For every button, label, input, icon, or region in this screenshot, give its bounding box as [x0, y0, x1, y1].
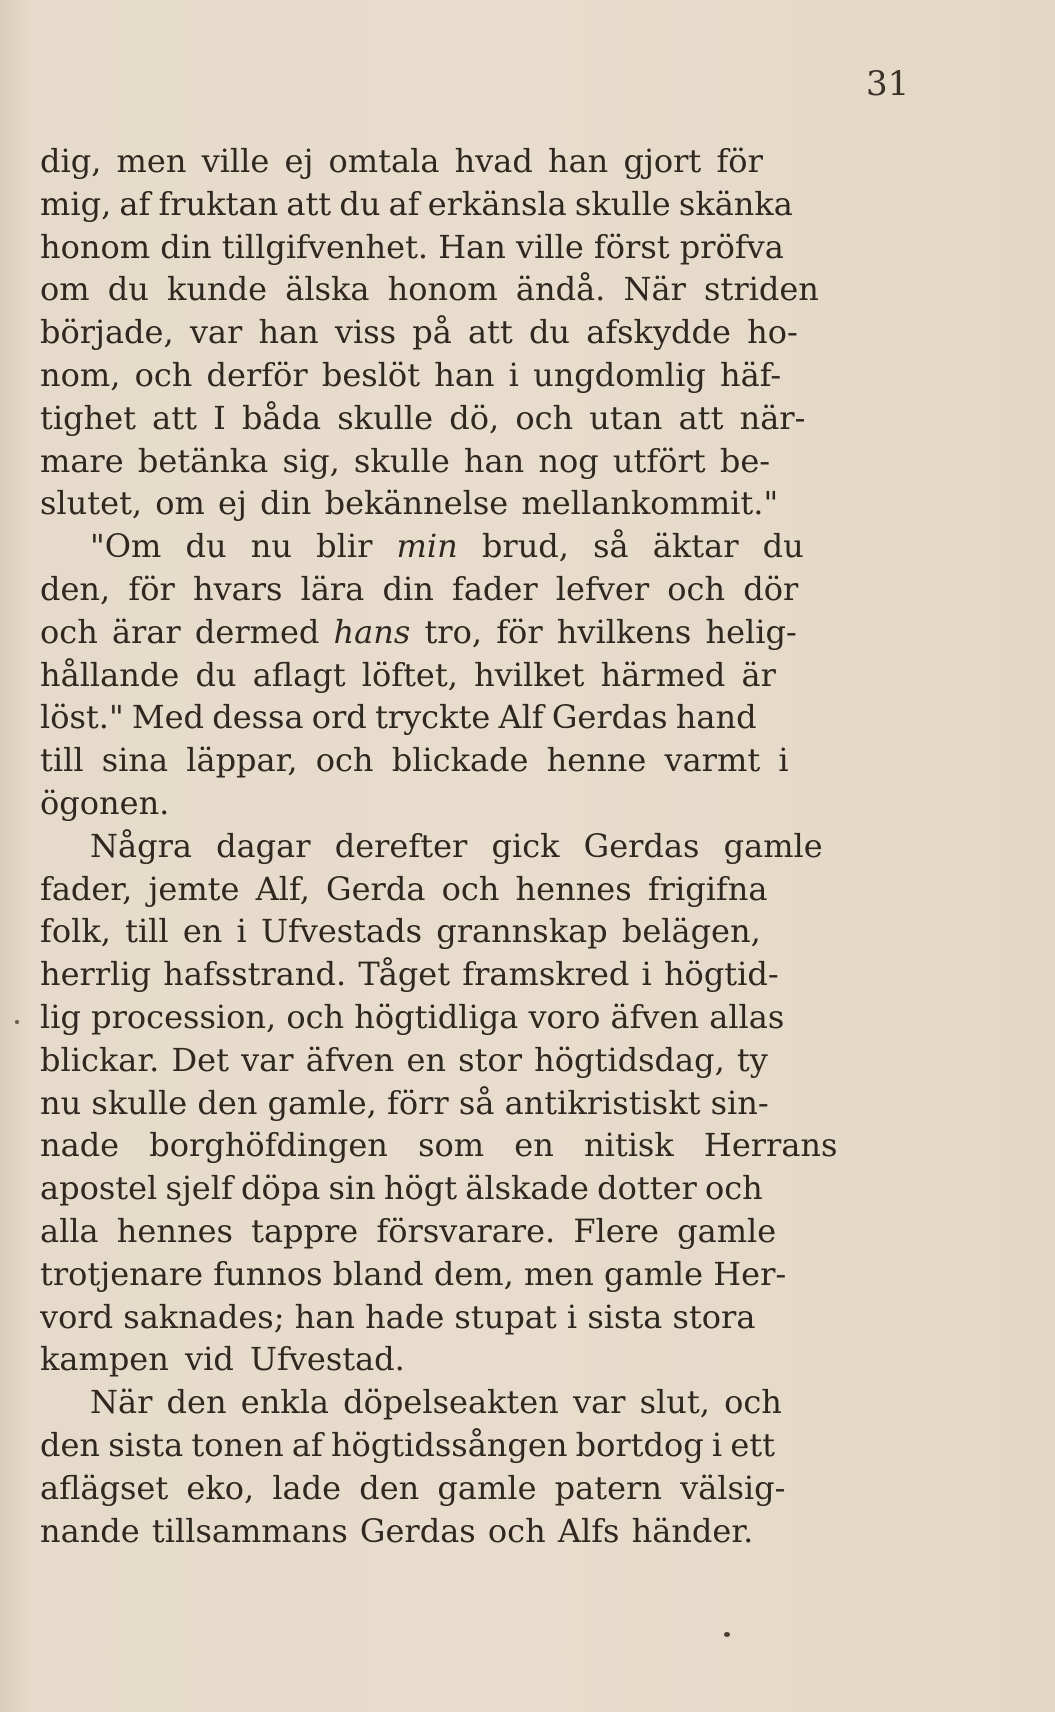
text-line: aflägset eko, lade den gamle patern välsig- — [40, 1468, 786, 1507]
text-line: nande tillsammans Gerdas och Alfs händer. — [40, 1511, 754, 1550]
text-line: fader, jemte Alf, Gerda och hennes frigifna — [40, 869, 768, 908]
text-line: lig procession, och högtidliga voro äfven allas — [40, 997, 785, 1036]
text-line: herrlig hafsstrand. Tåget framskred i högtid- — [40, 955, 779, 994]
text-line: nom, och derför beslöt han i ungdomlig häf- — [40, 355, 782, 394]
text-line: den, för hvars lära din fader lefver och dör — [40, 569, 799, 608]
text-line: och ärar dermed hans tro, för hvilkens helig- — [40, 612, 797, 651]
text-line: mig, af fruktan att du af erkänsla skulle skänka — [40, 184, 793, 223]
text-line: slutet, om ej din bekännelse mellankommit." — [40, 484, 779, 523]
text-line: löst." Med dessa ord tryckte Alf Gerdas hand — [40, 698, 757, 737]
text-line: ögonen. — [40, 783, 170, 822]
text-line: apostel sjelf döpa sin högt älskade dotter och — [40, 1169, 763, 1208]
text-line: om du kunde älska honom ändå. När striden — [40, 270, 819, 309]
emphasized-word: hans — [333, 612, 411, 651]
margin-speck — [15, 1020, 19, 1024]
text-line: till sina läppar, och blickade henne varmt i — [40, 741, 789, 780]
text-line: honom din tillgifvenhet. Han ville först pröfva — [40, 227, 784, 266]
body-text — [40, 140, 1040, 1552]
text-line: kampen vid Ufvestad. — [40, 1340, 405, 1379]
text-line: blickar. Det var äfven en stor högtidsdag, ty — [40, 1040, 768, 1079]
text-line: började, var han viss på att du afskydde ho- — [40, 313, 798, 352]
text-line: tighet att I båda skulle dö, och utan att när- — [40, 398, 806, 437]
text-line: nade borghöfdingen som en nitisk Herrans — [40, 1126, 838, 1165]
emphasized-word: min — [396, 527, 458, 566]
text-line: mare betänka sig, skulle han nog utfört be- — [40, 441, 771, 480]
text-line: När den enkla döpelseakten var slut, och — [90, 1383, 782, 1422]
text-line: folk, till en i Ufvestads grannskap belägen, — [40, 912, 761, 951]
text-line: Några dagar derefter gick Gerdas gamle — [90, 826, 823, 865]
text-line: vord saknades; han hade stupat i sista stora — [40, 1297, 756, 1336]
text-line: "Om du nu blir min brud, så äktar du — [90, 527, 804, 566]
foot-speck — [724, 1632, 730, 1637]
page-number: 31 — [866, 64, 910, 104]
text-line: hållande du aflagt löftet, hvilket härmed är — [40, 655, 776, 694]
text-line: dig, men ville ej omtala hvad han gjort för — [40, 142, 763, 180]
text-line: alla hennes tappre försvarare. Flere gamle — [40, 1211, 777, 1250]
text-line: nu skulle den gamle, förr så antikristiskt sin- — [40, 1083, 769, 1122]
text-line: den sista tonen af högtidssången bortdog i ett — [40, 1425, 775, 1464]
text-line: trotjenare funnos bland dem, men gamle Her- — [40, 1254, 787, 1293]
